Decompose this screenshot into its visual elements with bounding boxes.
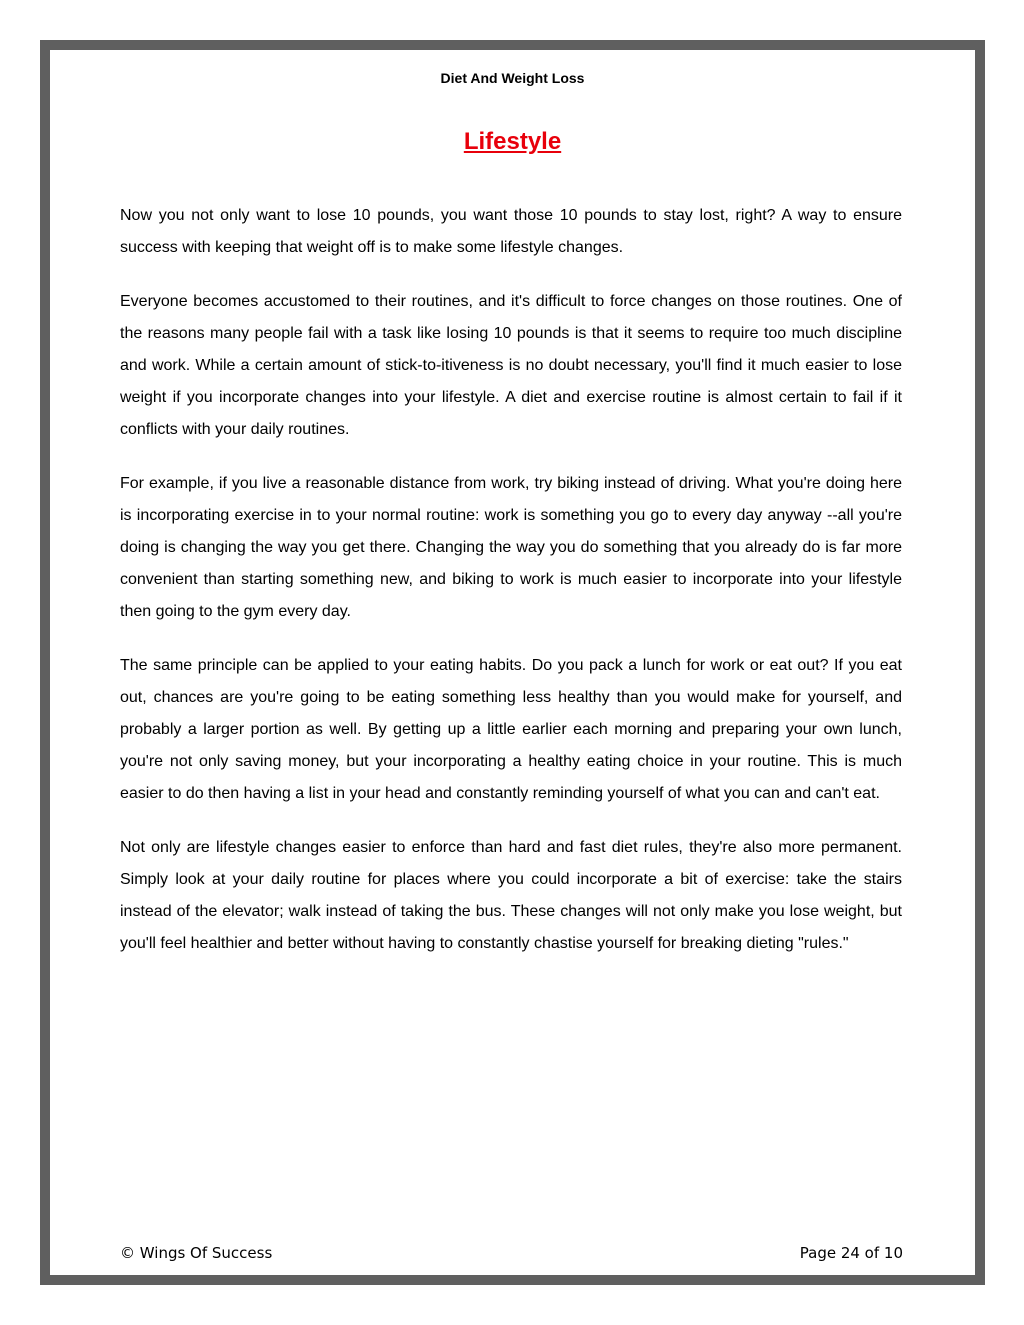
footer-copyright: © Wings Of Success: [120, 1244, 273, 1262]
paragraph: Now you not only want to lose 10 pounds, you want those 10 pounds to stay lost, right? A way to ensure success with keeping that weight off is to make some lifestyle changes.: [120, 207, 902, 256]
page-frame: [40, 40, 985, 1285]
footer-page-number: Page 24 of 10: [799, 1244, 903, 1262]
body-text: [120, 200, 902, 982]
paragraph: For example, if you live a reasonable distance from work, try biking instead of driving. What you're doing here is incorporating exercise in to your normal routine: work is something you go to every day anyway --all you're doing is changing the way you get there. Changing the way you do something that you already do is far more convenient than starting something new, and biking to work is much easier to incorporate into your lifestyle then going to the gym every day.: [120, 475, 902, 620]
paragraph: Not only are lifestyle changes easier to enforce than hard and fast diet rules, they're also more permanent. Simply look at your daily routine for places where you could incorporate a bit of exercise: take the stairs instead of the elevator; walk instead of taking the bus. These changes will not only make you lose weight, but you'll feel healthier and better without having to constantly chastise yourself for breaking dieting "rules.": [120, 839, 902, 952]
section-title: Lifestyle: [463, 128, 562, 155]
paragraph: Everyone becomes accustomed to their routines, and it's difficult to force changes on those routines. One of the reasons many people fail with a task like losing 10 pounds is that it seems to require too much discipline and work. While a certain amount of stick-to-itiveness is no doubt necessary, you'll find it much easier to lose weight if you incorporate changes into your lifestyle. A diet and exercise routine is almost certain to fail if it conflicts with your daily routines.: [120, 293, 902, 438]
running-header: Diet And Weight Loss: [440, 70, 585, 86]
paragraph: The same principle can be applied to your eating habits. Do you pack a lunch for work or eat out? If you eat out, chances are you're going to be eating something less healthy than you would make for yourself, and probably a larger portion as well. By getting up a little earlier each morning and preparing your own lunch, you're not only saving money, but your incorporating a healthy eating choice in your routine. This is much easier to do then having a list in your head and constantly reminding yourself of what you can and can't eat.: [120, 657, 902, 802]
